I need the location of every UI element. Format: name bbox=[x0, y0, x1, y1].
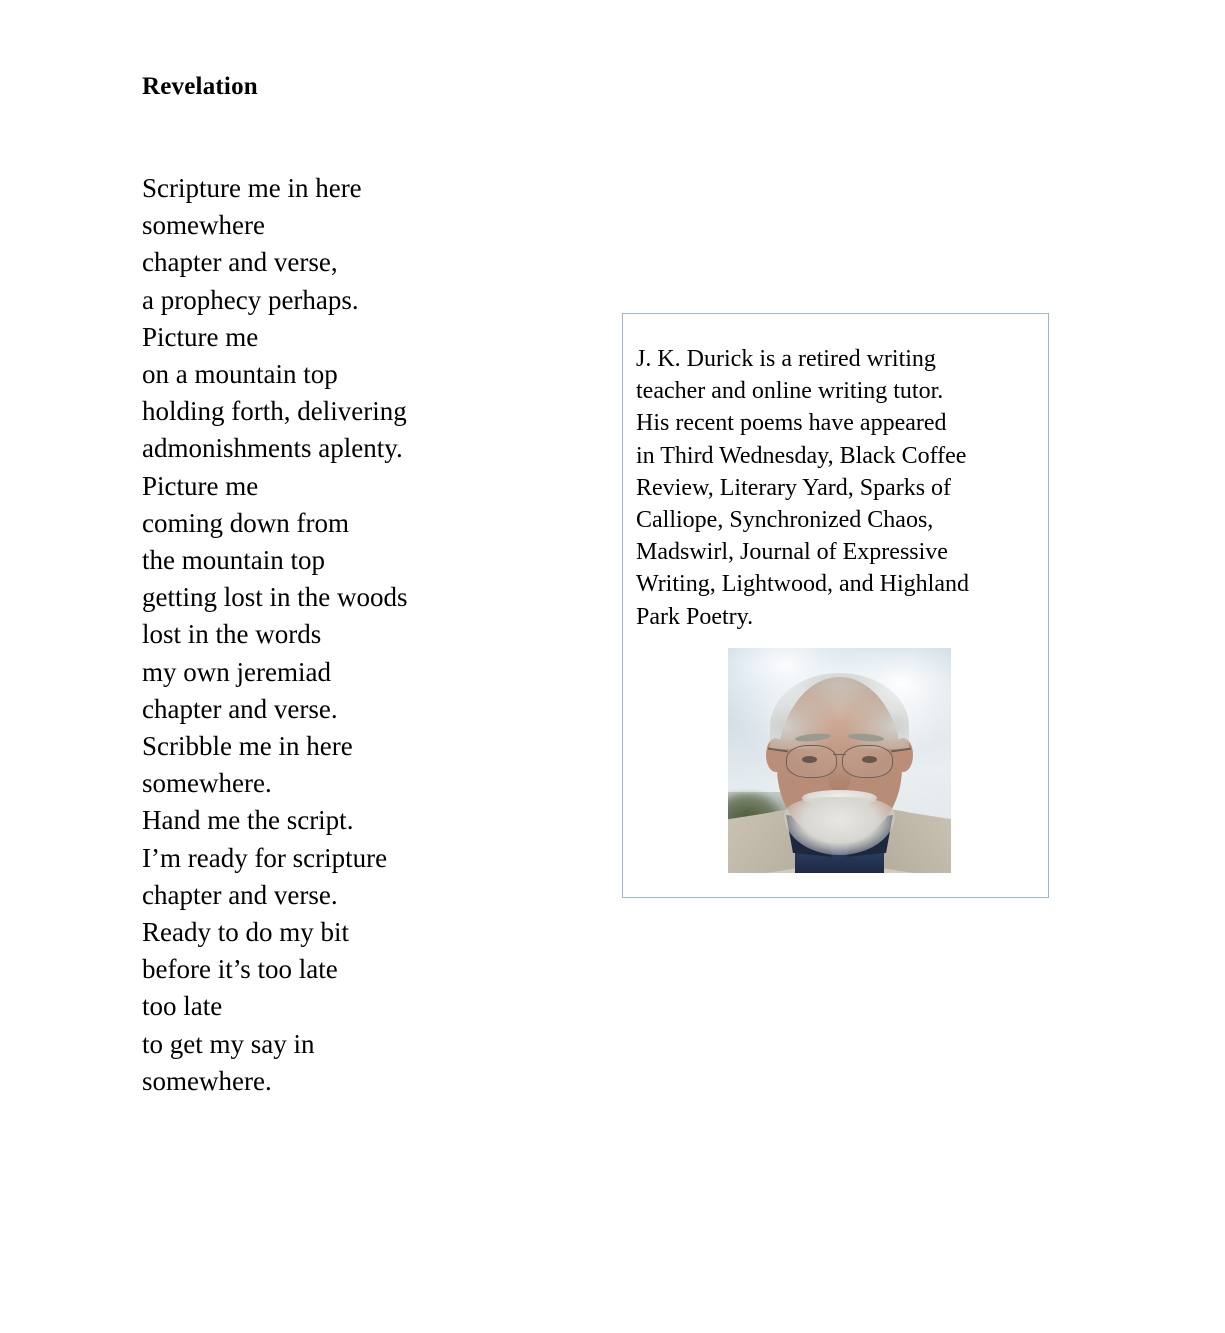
photo-nose bbox=[828, 765, 850, 792]
author-bio-text bbox=[636, 343, 1036, 633]
poem-line: chapter and verse, bbox=[142, 247, 338, 278]
poem-line: getting lost in the woods bbox=[142, 582, 408, 613]
poem-line: on a mountain top bbox=[142, 359, 338, 390]
poem-line: Hand me the script. bbox=[142, 805, 354, 836]
poem-line: lost in the words bbox=[142, 619, 322, 650]
poem-line: holding forth, delivering bbox=[142, 396, 407, 427]
poem-line: Picture me bbox=[142, 470, 259, 501]
photo-glasses-bridge bbox=[833, 754, 846, 756]
poem-body bbox=[142, 170, 572, 1100]
bio-line: Calliope, Synchronized Chaos, bbox=[636, 507, 934, 534]
poem-line: the mountain top bbox=[142, 545, 325, 576]
poem-line: too late bbox=[142, 991, 223, 1022]
page-title: Revelation bbox=[142, 73, 258, 100]
poem-line: before it’s too late bbox=[142, 954, 338, 985]
poem-line: admonishments aplenty. bbox=[142, 433, 403, 464]
bio-line: teacher and online writing tutor. bbox=[636, 378, 944, 405]
poem-line: a prophecy perhaps. bbox=[142, 284, 359, 315]
poem-line: Scripture me in here bbox=[142, 173, 362, 203]
poem-line: coming down from bbox=[142, 507, 349, 538]
poem-line: Picture me bbox=[142, 321, 259, 352]
bio-line: in Third Wednesday, Black Coffee bbox=[636, 442, 967, 469]
bio-line: Madswirl, Journal of Expressive bbox=[636, 539, 948, 566]
poem-line: somewhere bbox=[142, 210, 265, 241]
poem-column bbox=[142, 72, 572, 1100]
bio-line: Writing, Lightwood, and Highland bbox=[636, 571, 969, 598]
poem-line: somewhere. bbox=[142, 1065, 272, 1096]
poem-line: I’m ready for scripture bbox=[142, 842, 388, 873]
poem-line: my own jeremiad bbox=[142, 656, 331, 687]
poem-line: somewhere. bbox=[142, 768, 272, 799]
author-bio-box bbox=[622, 313, 1049, 898]
bio-line: Park Poetry. bbox=[636, 603, 754, 630]
poem-line: Ready to do my bit bbox=[142, 917, 349, 948]
poem-line: chapter and verse. bbox=[142, 693, 338, 724]
bio-line: His recent poems have appeared bbox=[636, 410, 947, 437]
author-portrait-photo bbox=[728, 648, 951, 873]
poem-line: to get my say in bbox=[142, 1028, 315, 1059]
bio-line: J. K. Durick is a retired writing bbox=[636, 346, 936, 372]
poem-line: Scribble me in here bbox=[142, 731, 353, 762]
bio-line: Review, Literary Yard, Sparks of bbox=[636, 474, 952, 501]
poem-line: chapter and verse. bbox=[142, 879, 338, 910]
